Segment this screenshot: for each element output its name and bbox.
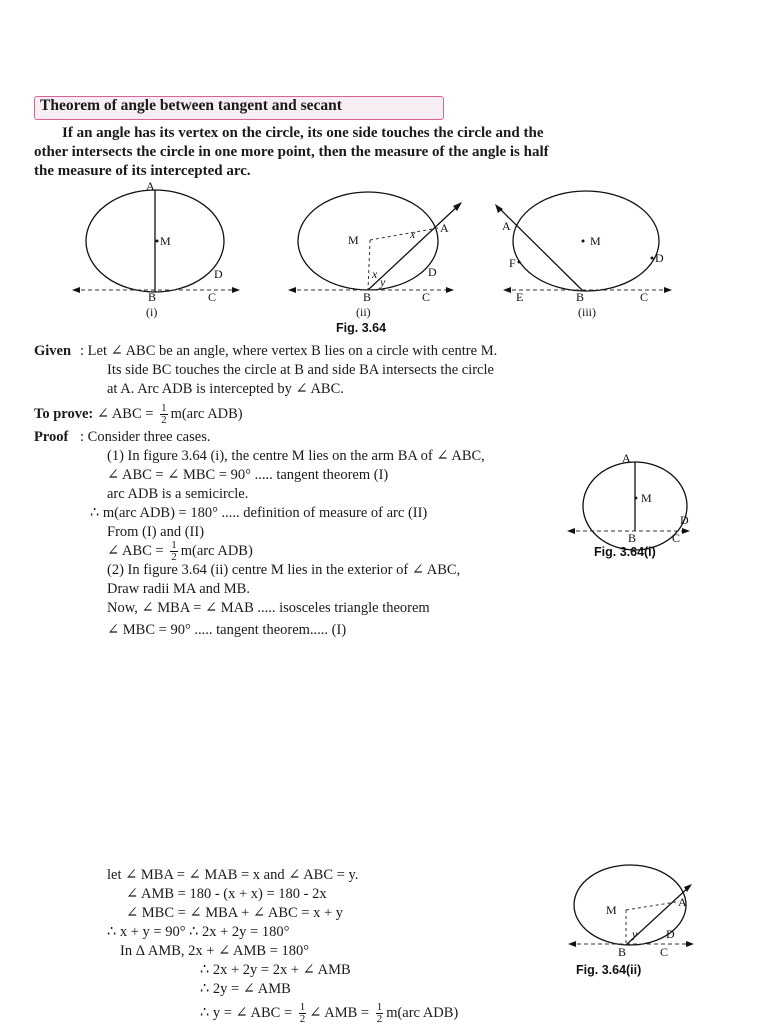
- fig-ii-caption: (ii): [356, 305, 371, 319]
- case2-line-1: (2) In figure 3.64 (ii) centre M lies in the exterior of ∠ ABC,: [107, 562, 461, 578]
- fig-iii-label-F: F: [509, 256, 516, 270]
- fig-ii-label-B: B: [363, 290, 372, 304]
- figure-ii-group: [288, 192, 462, 319]
- fig-i-label-D: D: [214, 267, 223, 281]
- to-prove-rhs: m(arc ADB): [170, 405, 243, 422]
- fig-ii-label-M: M: [348, 233, 359, 247]
- cont-final-line: ∴ y = ∠ ABC = $\frac{1}{2}$ ∠ AMB = $\frac{1}{2}$ m(arc ADB): [200, 1001, 459, 1025]
- side-fig-i-label-M: M: [641, 491, 652, 505]
- figure-i-group: [72, 179, 240, 319]
- side-fig-i-label-B: B: [628, 531, 637, 545]
- case2-line-3: Now, ∠ MBA = ∠ MAB ..... isosceles triangle theorem: [107, 600, 430, 616]
- fig-ii-label-C: C: [422, 290, 431, 304]
- fig-ii-label-x2: x: [372, 267, 378, 281]
- side-fig-ii-label-D: D: [666, 927, 675, 941]
- side-fig-i-label-A: A: [622, 451, 631, 465]
- case2-line-2: Draw radii MA and MB.: [107, 581, 250, 597]
- proof-label: Proof: [34, 429, 69, 445]
- fig-i-label-M: M: [160, 234, 171, 248]
- statement-line-2: other intersects the circle in one more point, then the measure of the angle is half: [34, 144, 549, 160]
- fig-ii-label-A: A: [440, 221, 449, 235]
- fig-i-label-A: A: [146, 179, 155, 193]
- side-fig-ii-label-C: C: [660, 945, 669, 959]
- to-prove-line: [34, 403, 243, 426]
- cont-line-1: let ∠ MBA = ∠ MAB = x and ∠ ABC = y.: [107, 867, 359, 883]
- side-fig-ii-label-M: M: [606, 903, 617, 917]
- fig-3-64-caption: Fig. 3.64: [336, 321, 387, 335]
- cont-line-4: ∴ x + y = 90° ∴ 2x + 2y = 180°: [107, 924, 290, 940]
- case1-line-1: (1) In figure 3.64 (i), the centre M lies on the arm BA of ∠ ABC,: [107, 448, 485, 464]
- statement-line-1: If an angle has its vertex on the circle, its one side touches the circle and the: [62, 125, 544, 141]
- case1-line-2: ∠ ABC = ∠ MBC = 90° ..... tangent theorem (I): [107, 467, 389, 483]
- fig-i-caption: (i): [146, 305, 158, 319]
- side-fig-ii-label-B: B: [618, 945, 627, 959]
- to-prove-lhs: ∠ ABC =: [96, 405, 158, 422]
- to-prove-label: To prove:: [34, 405, 94, 422]
- theorem-title: Theorem of angle between tangent and secant: [40, 97, 342, 114]
- fig-i-label-C: C: [208, 290, 217, 304]
- fig-ii-label-y: y: [380, 275, 386, 289]
- figure-iii-group: [495, 191, 672, 319]
- cont-line-3: ∠ MBC = ∠ MBA + ∠ ABC = x + y: [126, 905, 344, 921]
- side-fig-ii-caption: Fig. 3.64(ii): [576, 963, 642, 977]
- given-label: Given: [34, 343, 72, 359]
- fig-iii-label-M: M: [590, 234, 601, 248]
- given-line-3: at A. Arc ADB is intercepted by ∠ ABC.: [107, 381, 344, 397]
- fig-iii-label-A: A: [502, 219, 511, 233]
- side-figure-ii: [568, 865, 694, 977]
- side-fig-ii-label-A: A: [678, 895, 687, 909]
- to-prove-fraction: $\frac{1}{2}$: [161, 402, 167, 426]
- side-fig-i-label-D: D: [680, 513, 689, 527]
- side-fig-ii-label-y: y: [632, 927, 638, 941]
- fig-iii-label-B: B: [576, 290, 585, 304]
- side-fig-i-caption: Fig. 3.64(i): [594, 545, 656, 559]
- fig-i-label-B: B: [148, 290, 157, 304]
- case1-line-4: ∴ m(arc ADB) = 180° ..... definition of measure of arc (II): [90, 505, 428, 521]
- case2-line-4: ∠ MBC = 90° ..... tangent theorem..... (I): [107, 622, 347, 638]
- cont-line-5: In Δ AMB, 2x + ∠ AMB = 180°: [120, 943, 310, 959]
- side-fig-i-label-C: C: [672, 531, 681, 545]
- case1-line-5: From (I) and (II): [107, 524, 205, 540]
- case1-line-3: arc ADB is a semicircle.: [107, 486, 249, 502]
- fig-ii-label-D: D: [428, 265, 437, 279]
- case1-conclusion: ∠ ABC = $\frac{1}{2}$ m(arc ADB): [107, 539, 253, 563]
- given-line-1: : Let ∠ ABC be an angle, where vertex B lies on a circle with centre M.: [80, 343, 498, 359]
- fig-iii-label-C: C: [640, 290, 649, 304]
- cont-line-7: ∴ 2y = ∠ AMB: [200, 981, 291, 997]
- statement-line-3: the measure of its intercepted arc.: [34, 163, 251, 179]
- fig-ii-label-x: x: [410, 227, 416, 241]
- side-figure-i: [567, 451, 690, 559]
- given-line-2: Its side BC touches the circle at B and side BA intersects the circle: [107, 362, 494, 378]
- fig-iii-caption: (iii): [578, 305, 596, 319]
- fig-iii-label-D: D: [655, 251, 664, 265]
- cont-line-6: ∴ 2x + 2y = 2x + ∠ AMB: [200, 962, 351, 978]
- fig-iii-label-E: E: [516, 290, 524, 304]
- proof-intro: : Consider three cases.: [80, 429, 211, 445]
- cont-line-2: ∠ AMB = 180 - (x + x) = 180 - 2x: [126, 886, 327, 902]
